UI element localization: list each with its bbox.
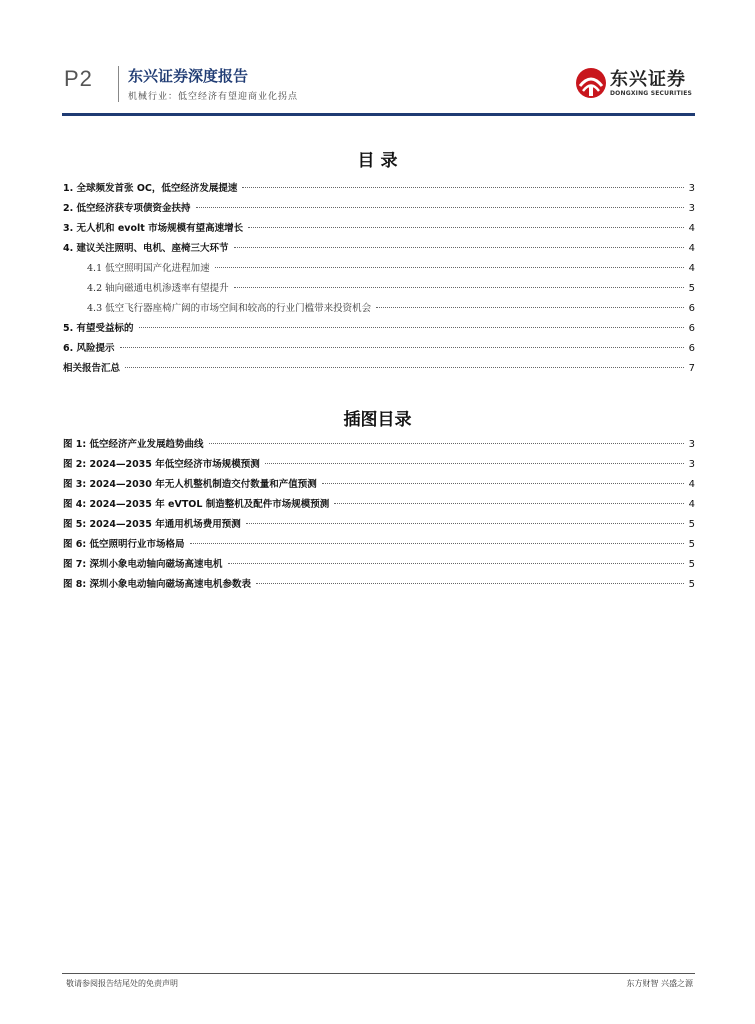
dot-leader: [120, 347, 684, 348]
figure-entry[interactable]: [63, 456, 695, 476]
toc-entry-label: 6. 风险提示: [63, 343, 115, 354]
figure-entry-page: 3: [688, 459, 695, 470]
figure-entry[interactable]: [63, 436, 695, 456]
toc-entry-page: 6: [688, 303, 695, 314]
toc-entry-label: 1. 全球频发首张 OC，低空经济发展提速: [63, 183, 238, 194]
dot-leader: [242, 187, 683, 188]
dot-leader: [334, 503, 683, 504]
dot-leader: [228, 563, 684, 564]
figure-entry-label: 图 6: 低空照明行业市场格局: [63, 539, 185, 550]
table-of-contents: [63, 180, 695, 380]
dot-leader: [234, 247, 684, 248]
dot-leader: [209, 443, 684, 444]
toc-entry[interactable]: [63, 220, 695, 240]
dot-leader: [322, 483, 684, 484]
figure-entry[interactable]: [63, 556, 695, 576]
toc-entry[interactable]: [63, 240, 695, 260]
logo-text: 东兴证券: [610, 69, 686, 90]
figure-entry-page: 5: [688, 579, 695, 590]
dot-leader: [125, 367, 684, 368]
figure-entry[interactable]: [63, 516, 695, 536]
dot-leader: [139, 327, 684, 328]
figure-entry-page: 4: [688, 499, 695, 510]
toc-entry[interactable]: [63, 340, 695, 360]
toc-entry-page: 4: [688, 263, 695, 274]
figure-entry-page: 5: [688, 559, 695, 570]
toc-entry-label: 5. 有望受益标的: [63, 323, 134, 334]
dot-leader: [246, 523, 684, 524]
toc-entry-label: 4.1 低空照明国产化进程加速: [87, 263, 210, 274]
figure-entry[interactable]: [63, 496, 695, 516]
toc-entry-label: 相关报告汇总: [63, 363, 121, 374]
figure-entry-label: 图 7: 深圳小象电动轴向磁场高速电机: [63, 559, 223, 570]
dot-leader: [256, 583, 684, 584]
toc-entry-label: 4.2 轴向磁通电机渗透率有望提升: [87, 283, 229, 294]
toc-entry-page: 4: [688, 243, 695, 254]
toc-entry-label: 3. 无人机和 evolt 市场规模有望高速增长: [63, 223, 244, 234]
toc-title: 目 录: [357, 151, 398, 171]
figure-entry-label: 图 2: 2024—2035 年低空经济市场规模预测: [63, 459, 260, 470]
figure-entry-label: 图 3: 2024—2030 年无人机整机制造交付数量和产值预测: [63, 479, 317, 490]
toc-entry-page: 3: [688, 183, 695, 194]
report-subtitle: 机械行业：低空经济有望迎商业化拐点: [128, 92, 299, 102]
dot-leader: [376, 307, 683, 308]
dot-leader: [196, 207, 684, 208]
toc-entry[interactable]: [63, 360, 695, 380]
dot-leader: [190, 543, 684, 544]
toc-entry-page: 6: [688, 343, 695, 354]
toc-entry-page: 6: [688, 323, 695, 334]
toc-entry-label: 2. 低空经济获专项债资金扶持: [63, 203, 191, 214]
toc-entry-page: 5: [688, 283, 695, 294]
figure-entry-label: 图 8: 深圳小象电动轴向磁场高速电机参数表: [63, 579, 252, 590]
dot-leader: [215, 267, 684, 268]
footer-slogan: 东方财智 兴盛之源: [626, 979, 693, 988]
dot-leader: [248, 227, 684, 228]
footer-rule: [62, 973, 695, 974]
toc-entry-label: 4.3 低空飞行器座椅广阔的市场空间和较高的行业门槛带来投资机会: [87, 303, 372, 314]
logo-subtext: DONGXING SECURITIES: [610, 90, 693, 97]
figure-entry[interactable]: [63, 536, 695, 556]
logo-mark-icon: [574, 66, 608, 100]
header-divider: [118, 66, 119, 102]
header-rule: [62, 113, 695, 116]
toc-entry[interactable]: [63, 320, 695, 340]
figure-entry-page: 4: [688, 479, 695, 490]
figure-entry-page: 3: [688, 439, 695, 450]
dot-leader: [234, 287, 684, 288]
figure-entry-label: 图 4: 2024—2035 年 eVTOL 制造整机及配件市场规模预测: [63, 499, 330, 510]
toc-subentry[interactable]: [63, 280, 695, 300]
toc-entry-page: 3: [688, 203, 695, 214]
dot-leader: [265, 463, 684, 464]
figure-entry-page: 5: [688, 539, 695, 550]
toc-subentry[interactable]: [63, 260, 695, 280]
report-title: 东兴证券深度报告: [128, 67, 249, 85]
figure-entry-page: 5: [688, 519, 695, 530]
page-header: [58, 62, 698, 114]
figure-entry-label: 图 5: 2024—2035 年通用机场费用预测: [63, 519, 241, 530]
toc-entry[interactable]: [63, 200, 695, 220]
figures-title: 插图目录: [343, 410, 412, 430]
figure-entry[interactable]: [63, 476, 695, 496]
figure-entry-label: 图 1: 低空经济产业发展趋势曲线: [63, 439, 204, 450]
company-logo: [574, 64, 694, 104]
figure-entry[interactable]: [63, 576, 695, 596]
toc-entry-page: 4: [688, 223, 695, 234]
toc-subentry[interactable]: [63, 300, 695, 320]
toc-entry[interactable]: [63, 180, 695, 200]
toc-entry-page: 7: [688, 363, 695, 374]
list-of-figures: [63, 436, 695, 596]
toc-entry-label: 4. 建议关注照明、电机、座椅三大环节: [63, 243, 229, 254]
footer-disclaimer: 敬请参阅报告结尾处的免责声明: [66, 979, 178, 988]
page-number: P2: [64, 66, 93, 91]
